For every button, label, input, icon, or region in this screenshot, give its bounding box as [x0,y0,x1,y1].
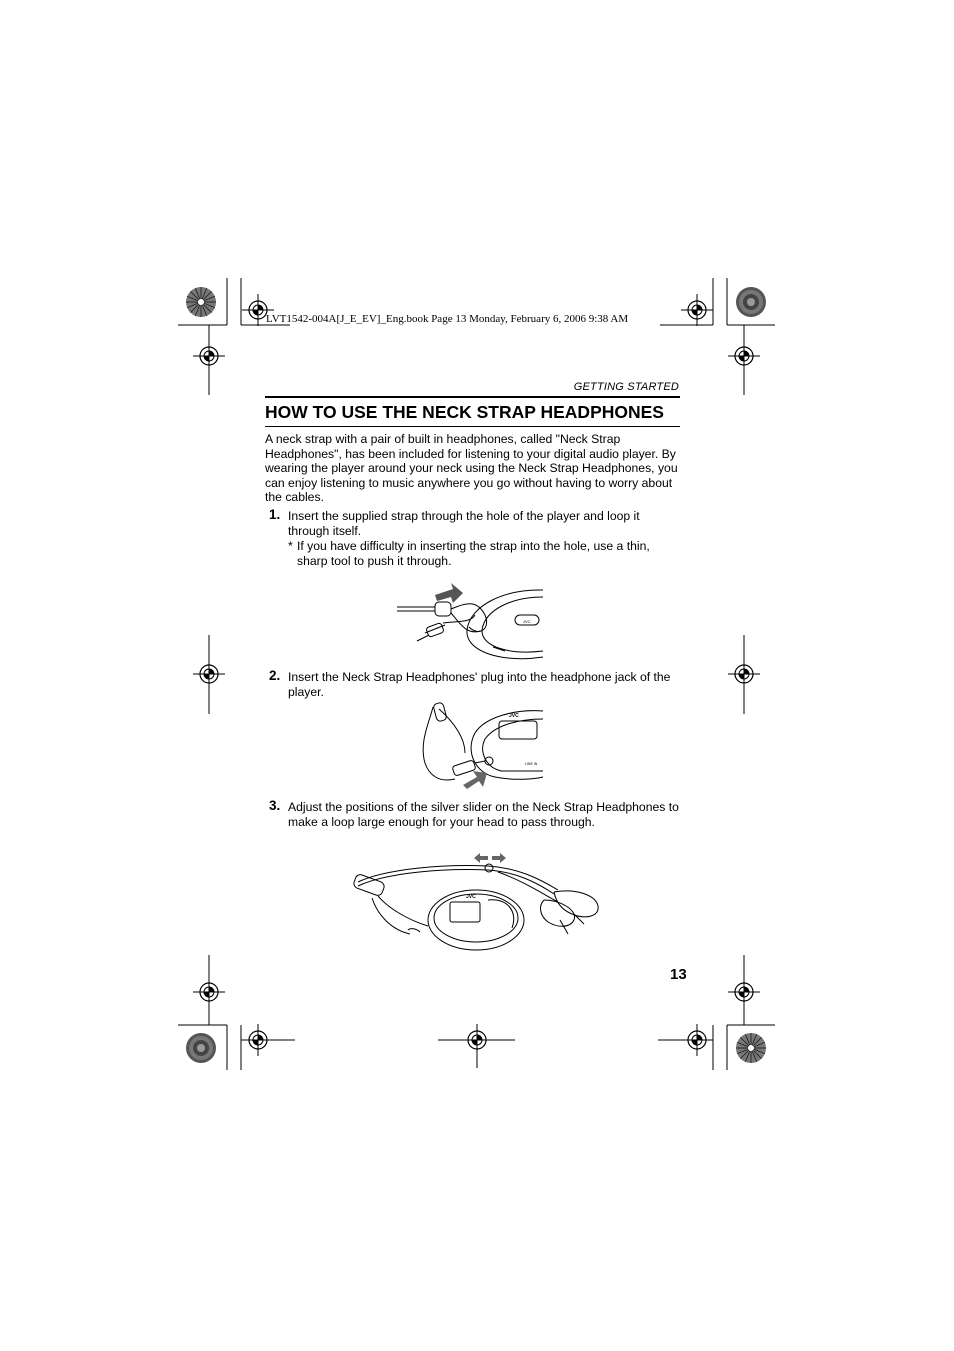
title-rule-top [265,396,680,398]
intro-paragraph: A neck strap with a pair of built in headphones, called "Neck Strap Headphones", has been included for listening to your digital audio player. By wearing the player around your neck using the Neck Strap Headphones, you can enjoy listening to music anywhere you go without having to worry about the cables. [265,432,678,505]
step-1-text: Insert the supplied strap through the hole of the player and loop it through itself. [288,509,640,538]
step-3-number: 3. [269,798,281,813]
print-info-header: LVT1542-004A[J_E_EV]_Eng.book Page 13 Monday, February 6, 2006 9:38 AM [266,313,629,325]
figure-jack-label: LINE IN [525,762,538,766]
step-3-text: Adjust the positions of the silver slider on the Neck Strap Headphones to make a loop large enough for your head to pass through. [288,800,679,829]
page-title: HOW TO USE THE NECK STRAP HEADPHONES [265,402,664,422]
title-rule-bottom [265,426,680,427]
figure-adjust-slider [348,848,603,958]
step-1-note [288,539,680,568]
note-text: If you have difficulty in inserting the strap into the hole, use a thin, sharp tool to push it through. [297,539,650,568]
page-number: 13 [670,966,687,983]
step-1-number: 1. [269,507,281,522]
figure-brand-label-1: JVC [523,619,531,624]
step-2-text: Insert the Neck Strap Headphones' plug into the headphone jack of the player. [288,670,671,699]
figure-insert-strap [395,585,545,665]
note-marker: * [288,539,293,553]
figure-brand-label-3: JVC [466,894,476,900]
section-label: GETTING STARTED [573,381,679,393]
step-2-number: 2. [269,668,281,683]
figure-insert-plug [415,703,545,793]
figure-brand-label-2: JVC [509,713,519,719]
